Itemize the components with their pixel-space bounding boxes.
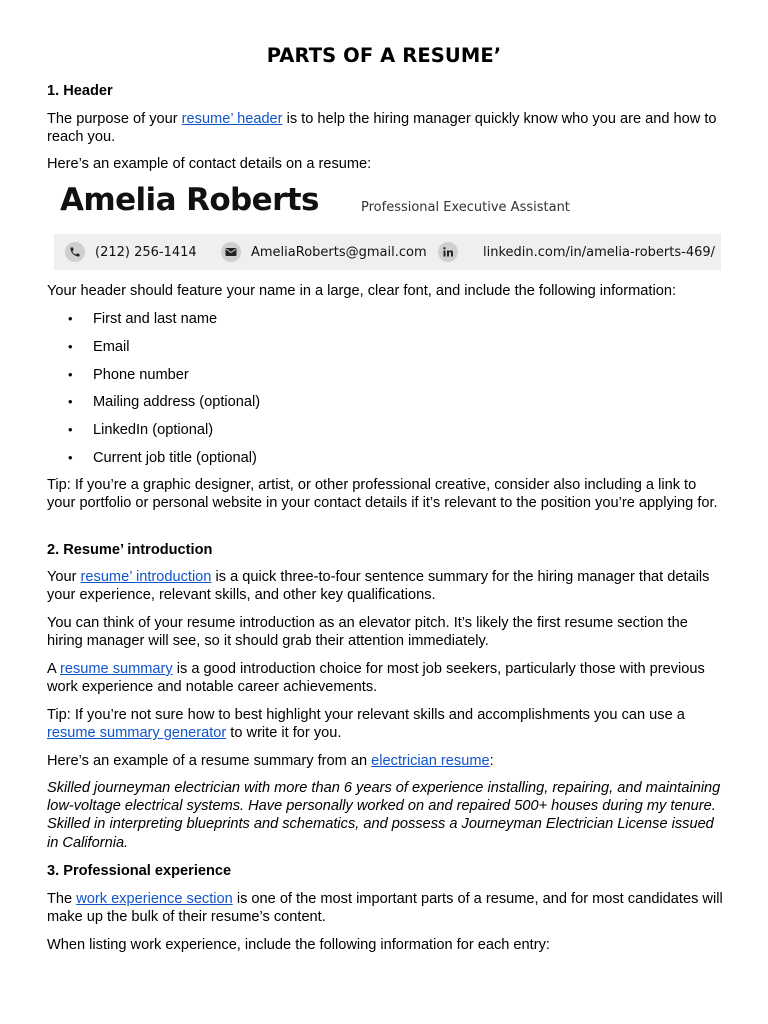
- contact-phone: [65, 241, 197, 263]
- envelope-icon: [221, 242, 241, 262]
- section-heading-header: 1. Header: [47, 83, 113, 99]
- list-item: • LinkedIn (optional): [47, 421, 260, 449]
- example-name: Amelia Roberts: [60, 182, 319, 218]
- experience-paragraph-2: When listing work experience, include the following information for each entry:: [47, 937, 550, 953]
- header-tip: Tip: If you’re a graphic designer, artist, or other professional creative, consider also including a link to your portfolio or personal website in your contact details if it’s relevant to the position you’re applying for.: [47, 477, 718, 512]
- header-paragraph-3: Your header should feature your name in a large, clear font, and include the following information:: [47, 283, 677, 299]
- link-resume-header[interactable]: resume’ header: [181, 111, 283, 127]
- email-text: AmeliaRoberts@gmail.com: [251, 244, 427, 260]
- phone-text: (212) 256-1414: [95, 244, 197, 260]
- contact-bar: [54, 234, 721, 270]
- example-job-title: Professional Executive Assistant: [361, 200, 570, 215]
- header-paragraph-1: The purpose of your resume’ header is to help the hiring manager quickly know who you are and how to reach you.: [47, 111, 717, 146]
- link-electrician-resume[interactable]: electrician resume: [371, 753, 490, 769]
- list-item: • Email: [47, 338, 260, 366]
- link-work-experience-section[interactable]: work experience section: [76, 891, 233, 907]
- link-resume-summary-generator[interactable]: resume summary generator: [47, 725, 227, 742]
- header-paragraph-2: Here’s an example of contact details on a resume:: [47, 156, 372, 172]
- intro-example-summary: Skilled journeyman electrician with more than 6 years of experience installing, repairing, and maintaining low-voltage electrical systems. Have personally worked on and repaired 500+ houses during my tenure. Skilled in interpreting blueprints and schematics, and possess a Journeyman Electrician License issued in California.: [47, 780, 721, 851]
- contact-linkedin: [438, 241, 715, 263]
- page-title: PARTS OF A RESUME’: [266, 44, 502, 67]
- contact-email: [221, 241, 427, 263]
- list-item: • First and last name: [47, 310, 260, 338]
- link-resume-introduction[interactable]: resume’ introduction: [80, 569, 212, 585]
- intro-paragraph-2: You can think of your resume introduction as an elevator pitch. It’s likely the first resume section the hiring manager will see, so it should grab their attention immediately.: [47, 615, 688, 650]
- intro-paragraph-3: A resume summary is a good introduction choice for most job seekers, particularly those with previous work experience and notable career achievements.: [47, 661, 705, 696]
- section-heading-intro: 2. Resume’ introduction: [47, 542, 213, 558]
- intro-paragraph-1: Your resume’ introduction is a quick three-to-four sentence summary for the hiring manager that details your experience, relevant skills, and other key qualifications.: [47, 569, 710, 604]
- link-resume-summary[interactable]: resume summary: [59, 661, 173, 677]
- intro-tip: Tip: If you’re not sure how to best highlight your relevant skills and accomplishments you can use a resume summary generator to write it for you.: [47, 707, 685, 742]
- intro-paragraph-5: Here’s an example of a resume summary from an electrician resume:: [47, 753, 494, 769]
- experience-paragraph-1: The work experience section is one of the most important parts of a resume, and for most candidates will make up the bulk of their resume’s content.: [47, 891, 723, 926]
- linkedin-text: linkedin.com/in/amelia-roberts-469/: [483, 244, 716, 260]
- header-info-list: [47, 310, 260, 477]
- phone-icon: [65, 242, 85, 262]
- section-heading-experience: 3. Professional experience: [47, 863, 232, 879]
- linkedin-icon: [438, 242, 458, 262]
- list-item: • Phone number: [47, 366, 260, 394]
- list-item: • Mailing address (optional): [47, 393, 260, 421]
- contact-example-image: [54, 178, 727, 271]
- list-item: • Current job title (optional): [47, 449, 260, 477]
